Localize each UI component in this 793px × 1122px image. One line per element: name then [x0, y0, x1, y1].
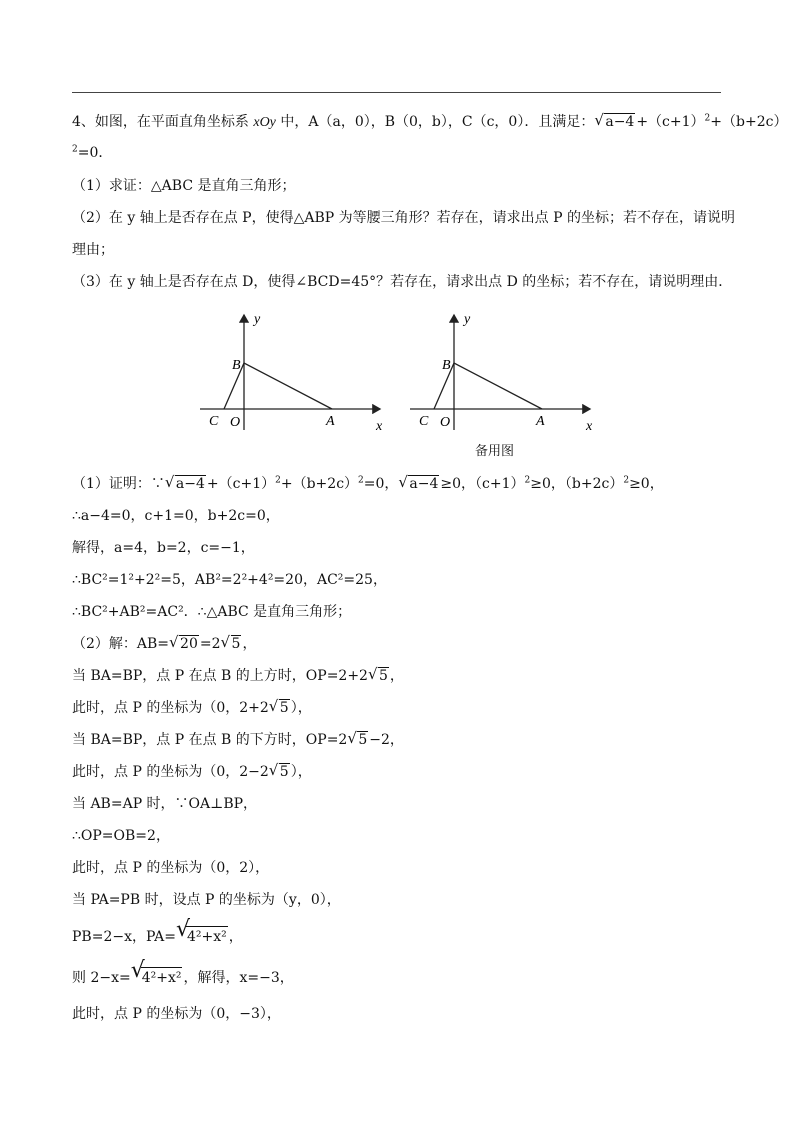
- sqrt: [348, 730, 368, 750]
- figure-caption: 备用图: [475, 444, 515, 459]
- radicand: 5: [231, 636, 241, 652]
- x-label: x: [376, 419, 383, 434]
- text: ），: [290, 700, 312, 716]
- y-label: y: [464, 312, 471, 327]
- radicand: 5: [358, 732, 368, 748]
- solution-line-8: [72, 698, 312, 718]
- sqrt: [369, 666, 389, 686]
- text: ，解得，x=−3，: [183, 970, 294, 986]
- radicand: 20: [180, 636, 198, 652]
- solution-line-13: 此时，点 P 的坐标为（0，2），: [72, 860, 270, 876]
- cond-term-b: +（b+2c）: [710, 114, 788, 130]
- header-rule: [72, 92, 721, 93]
- text: ，: [389, 668, 404, 684]
- point-c-label: C: [209, 414, 219, 429]
- problem-statement-line-2: [72, 143, 112, 163]
- coordinate-figures: [198, 305, 598, 465]
- solution-line-6: [72, 634, 256, 654]
- radicand: 4²+x²: [141, 967, 183, 988]
- problem-statement-line-1: [72, 112, 787, 133]
- solution-line-15: [72, 926, 243, 947]
- figure-spare: [410, 312, 593, 434]
- problem-intro-b: 中，: [275, 114, 309, 130]
- figure-main: [200, 312, 383, 434]
- radicand: a−4: [409, 476, 439, 492]
- text: 此时，点 P 的坐标为（0，2−2: [72, 764, 269, 780]
- solution-line-4: ∴BC²=1²+2²=5，AB²=2²+4²=20，AC²=25，: [72, 572, 387, 588]
- solution-line-7: [72, 666, 404, 686]
- text: 当 BA=BP，点 P 在点 B 的上方时，OP=2+2: [72, 668, 368, 684]
- sqrt: [170, 634, 199, 654]
- y-label: y: [254, 312, 261, 327]
- solution-line-3: 解得，a=4，b=2，c=−1，: [72, 540, 255, 556]
- text: 此时，点 P 的坐标为（0，2+2: [72, 700, 269, 716]
- radicand: 4²+x²: [186, 926, 228, 947]
- point-b-label: B: [442, 358, 451, 373]
- radicand: 5: [378, 668, 388, 684]
- text: ，: [228, 929, 243, 945]
- point-b-label: B: [232, 358, 241, 373]
- solution-line-9: [72, 730, 404, 750]
- exponent: 2: [704, 113, 711, 124]
- text: −2，: [369, 732, 404, 748]
- solution-line-1: [72, 474, 664, 494]
- solution-line-12: ∴OP=OB=2，: [72, 828, 170, 844]
- radicand: 5: [279, 700, 289, 716]
- solution-line-2: ∴a−4=0，c+1=0，b+2c=0，: [72, 508, 280, 524]
- text: ，: [242, 636, 257, 652]
- point-a-label: A: [536, 414, 545, 429]
- origin-label: O: [230, 415, 241, 430]
- question-1: （1）求证：△ABC 是直角三角形；: [72, 178, 296, 194]
- text: 当 BA=BP，点 P 在点 B 的下方时，OP=2: [72, 732, 348, 748]
- solution-line-14: 当 PA=PB 时，设点 P 的坐标为（y，0），: [72, 892, 341, 908]
- sqrt: [166, 474, 206, 494]
- points-def: A（a，0），B（0，b），C（c，0）．且满足：: [308, 114, 595, 130]
- sqrt: [177, 926, 228, 947]
- exponent: 2: [623, 475, 630, 486]
- text: ≥0，（b+2c）: [530, 476, 624, 492]
- sqrt: [132, 967, 183, 988]
- exponent: 2: [524, 475, 531, 486]
- problem-intro: 4、如图，在平面直角坐标系: [72, 114, 254, 130]
- sqrt-a-minus-4: [595, 112, 635, 132]
- question-2: （2）在 y 轴上是否存在点 P，使得△ABP 为等腰三角形？若存在，请求出点 P 的坐标；若不存在，请说明: [72, 210, 735, 226]
- solution-line-5: ∴BC²+AB²=AC²．∴△ABC 是直角三角形；: [72, 604, 352, 620]
- sqrt: [270, 698, 290, 718]
- text: +（b+2c）: [280, 476, 359, 492]
- text: ），: [290, 764, 312, 780]
- radicand: a−4: [175, 476, 205, 492]
- point-a-label: A: [326, 414, 335, 429]
- sqrt-radicand: a−4: [605, 114, 635, 130]
- origin-label: O: [440, 415, 451, 430]
- text: +（c+1）: [206, 476, 276, 492]
- sqrt: [222, 634, 242, 654]
- text: ≥0，: [629, 476, 664, 492]
- point-c-label: C: [419, 414, 429, 429]
- solution-line-10: [72, 762, 312, 782]
- text: ≥0，（c+1）: [440, 476, 525, 492]
- text: （2）解：AB=: [72, 636, 170, 652]
- radicand: 5: [279, 764, 289, 780]
- sqrt: [270, 762, 290, 782]
- cond-term-c: +（c+1）: [636, 114, 705, 130]
- sqrt: [399, 474, 439, 494]
- question-2-cont: 理由；: [72, 242, 114, 258]
- xoy-label: xOy: [253, 115, 276, 130]
- x-label: x: [586, 419, 593, 434]
- solution-line-11: 当 AB=AP 时，∵OA⊥BP，: [72, 796, 258, 812]
- text: 则 2−x=: [72, 970, 131, 986]
- text: =2: [199, 636, 221, 652]
- exponent: 2: [72, 144, 78, 155]
- solution-line-17: 此时，点 P 的坐标为（0，−3），: [72, 1006, 281, 1022]
- text: PB=2−x，PA=: [72, 929, 176, 945]
- text: （1）证明：∵: [72, 476, 165, 492]
- exponent: 2: [275, 475, 281, 486]
- question-3: （3）在 y 轴上是否存在点 D，使得∠BCD=45°？若存在，请求出点 D 的坐标；若不存在，请说明理由．: [72, 274, 733, 290]
- cond-end: =0．: [77, 145, 113, 161]
- solution-line-16: [72, 967, 294, 988]
- text: =0，: [363, 476, 399, 492]
- exponent: 2: [358, 475, 364, 486]
